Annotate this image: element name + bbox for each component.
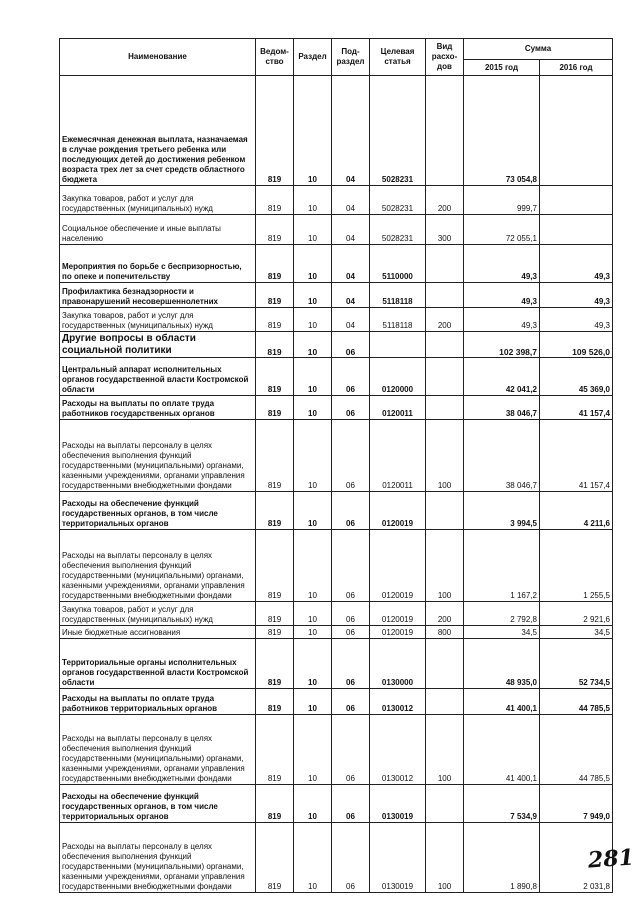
cell-subsection: 06 — [332, 715, 370, 785]
cell-subsection: 06 — [332, 823, 370, 893]
cell-subsection: 04 — [332, 215, 370, 245]
cell-2016: 2 031,8 — [540, 823, 613, 893]
cell-dept: 819 — [256, 308, 294, 332]
cell-section: 10 — [294, 492, 332, 530]
cell-2016: 41 157,4 — [540, 396, 613, 420]
cell-2015: 7 534,9 — [464, 785, 540, 823]
table-row — [60, 530, 613, 602]
cell-subsection: 04 — [332, 245, 370, 283]
cell-dept: 819 — [256, 715, 294, 785]
cell-target: 0120019 — [370, 626, 426, 639]
col-header-dept: Ведом-ство — [256, 39, 294, 76]
table-row — [60, 785, 613, 823]
col-header-2015: 2015 год — [464, 60, 540, 76]
cell-subsection: 04 — [332, 308, 370, 332]
cell-2016: 109 526,0 — [540, 332, 613, 358]
col-header-exptype: Вид расхо-дов — [426, 39, 464, 76]
cell-exptype: 300 — [426, 215, 464, 245]
cell-2016: 41 157,4 — [540, 420, 613, 492]
cell-2016: 52 734,5 — [540, 639, 613, 689]
cell-target: 0130012 — [370, 715, 426, 785]
cell-exptype — [426, 639, 464, 689]
cell-exptype: 200 — [426, 186, 464, 215]
cell-dept: 819 — [256, 76, 294, 186]
cell-dept: 819 — [256, 626, 294, 639]
cell-exptype — [426, 492, 464, 530]
cell-target — [370, 332, 426, 358]
cell-2015: 49,3 — [464, 283, 540, 308]
cell-exptype — [426, 283, 464, 308]
cell-2016: 4 211,6 — [540, 492, 613, 530]
cell-2015: 1 890,8 — [464, 823, 540, 893]
cell-exptype — [426, 689, 464, 715]
cell-exptype: 100 — [426, 715, 464, 785]
cell-dept: 819 — [256, 358, 294, 396]
table-row — [60, 332, 613, 358]
col-header-subsection: Под-раздел — [332, 39, 370, 76]
cell-subsection: 06 — [332, 639, 370, 689]
cell-target: 5110000 — [370, 245, 426, 283]
cell-subsection: 04 — [332, 186, 370, 215]
cell-2015: 48 935,0 — [464, 639, 540, 689]
cell-2015: 72 055,1 — [464, 215, 540, 245]
cell-target: 5118118 — [370, 308, 426, 332]
cell-name: Расходы на выплаты персоналу в целях обеспечения выполнения функций государственными (муниципальными) органами, казенными учреждениями, органами управления государственными внебюджетными фондами — [60, 420, 256, 492]
cell-target: 0120019 — [370, 530, 426, 602]
cell-dept: 819 — [256, 420, 294, 492]
cell-target: 5028231 — [370, 215, 426, 245]
cell-dept: 819 — [256, 245, 294, 283]
cell-exptype — [426, 396, 464, 420]
table-row — [60, 283, 613, 308]
page-number: 281 — [587, 844, 635, 874]
cell-name: Расходы на выплаты персоналу в целях обеспечения выполнения функций государственными (муниципальными) органами, казенными учреждениями, органами управления государственными внебюджетными фондами — [60, 823, 256, 893]
cell-name: Расходы на выплаты по оплате труда работников государственных органов — [60, 396, 256, 420]
cell-name: Закупка товаров, работ и услуг для государственных (муниципальных) нужд — [60, 186, 256, 215]
cell-dept: 819 — [256, 785, 294, 823]
cell-section: 10 — [294, 785, 332, 823]
cell-target: 0130019 — [370, 823, 426, 893]
cell-2016: 2 921,6 — [540, 602, 613, 626]
cell-2016: 49,3 — [540, 308, 613, 332]
cell-2016: 44 785,5 — [540, 689, 613, 715]
cell-section: 10 — [294, 186, 332, 215]
cell-exptype — [426, 785, 464, 823]
cell-exptype: 100 — [426, 530, 464, 602]
cell-name: Закупка товаров, работ и услуг для государственных (муниципальных) нужд — [60, 602, 256, 626]
cell-subsection: 06 — [332, 420, 370, 492]
cell-dept: 819 — [256, 602, 294, 626]
cell-name: Расходы на выплаты персоналу в целях обеспечения выполнения функций государственными (муниципальными) органами, казенными учреждениями, органами управления государственными внебюджетными фондами — [60, 715, 256, 785]
cell-target: 0120011 — [370, 396, 426, 420]
table-row — [60, 76, 613, 186]
cell-2016: 45 369,0 — [540, 358, 613, 396]
cell-dept: 819 — [256, 823, 294, 893]
cell-2015: 999,7 — [464, 186, 540, 215]
cell-2016 — [540, 186, 613, 215]
cell-section: 10 — [294, 245, 332, 283]
cell-name: Закупка товаров, работ и услуг для государственных (муниципальных) нужд — [60, 308, 256, 332]
cell-2015: 73 054,8 — [464, 76, 540, 186]
cell-exptype: 800 — [426, 626, 464, 639]
cell-exptype: 200 — [426, 308, 464, 332]
cell-target: 0120011 — [370, 420, 426, 492]
table-row — [60, 689, 613, 715]
cell-section: 10 — [294, 215, 332, 245]
cell-section: 10 — [294, 283, 332, 308]
cell-target: 5028231 — [370, 186, 426, 215]
table-row — [60, 602, 613, 626]
cell-subsection: 04 — [332, 283, 370, 308]
cell-target: 5118118 — [370, 283, 426, 308]
table-row — [60, 715, 613, 785]
cell-exptype — [426, 332, 464, 358]
cell-2015: 41 400,1 — [464, 689, 540, 715]
cell-2015: 41 400,1 — [464, 715, 540, 785]
cell-2016: 1 255,5 — [540, 530, 613, 602]
cell-exptype: 200 — [426, 602, 464, 626]
cell-dept: 819 — [256, 186, 294, 215]
table-row — [60, 639, 613, 689]
cell-subsection: 06 — [332, 530, 370, 602]
cell-2015: 2 792,8 — [464, 602, 540, 626]
cell-target: 5028231 — [370, 76, 426, 186]
cell-target: 0130019 — [370, 785, 426, 823]
cell-name: Расходы на выплаты персоналу в целях обеспечения выполнения функций государственными (муниципальными) органами, казенными учреждениями, органами управления государственными внебюджетными фондами — [60, 530, 256, 602]
cell-2016 — [540, 76, 613, 186]
cell-dept: 819 — [256, 492, 294, 530]
table-row — [60, 492, 613, 530]
table-row — [60, 420, 613, 492]
cell-name: Расходы на обеспечение функций государственных органов, в том числе территориальных органов — [60, 785, 256, 823]
cell-target: 0130000 — [370, 639, 426, 689]
cell-target: 0130012 — [370, 689, 426, 715]
cell-2016 — [540, 215, 613, 245]
cell-2016: 34,5 — [540, 626, 613, 639]
table-row — [60, 215, 613, 245]
col-header-2016: 2016 год — [540, 60, 613, 76]
cell-dept: 819 — [256, 530, 294, 602]
cell-exptype: 100 — [426, 823, 464, 893]
table-row — [60, 308, 613, 332]
col-header-section: Раздел — [294, 39, 332, 76]
cell-dept: 819 — [256, 215, 294, 245]
cell-subsection: 06 — [332, 626, 370, 639]
cell-section: 10 — [294, 420, 332, 492]
cell-section: 10 — [294, 308, 332, 332]
cell-section: 10 — [294, 76, 332, 186]
table-row — [60, 396, 613, 420]
cell-name: Другие вопросы в области социальной политики — [60, 332, 256, 358]
cell-target: 0120019 — [370, 602, 426, 626]
cell-2016: 44 785,5 — [540, 715, 613, 785]
cell-name: Профилактика безнадзорности и правонарушений несовершеннолетних — [60, 283, 256, 308]
cell-section: 10 — [294, 823, 332, 893]
col-header-sum: Сумма — [464, 39, 613, 60]
cell-section: 10 — [294, 530, 332, 602]
cell-subsection: 06 — [332, 602, 370, 626]
cell-exptype — [426, 245, 464, 283]
cell-name: Территориальные органы исполнительных органов государственной власти Костромской области — [60, 639, 256, 689]
cell-2016: 49,3 — [540, 283, 613, 308]
cell-subsection: 06 — [332, 396, 370, 420]
cell-subsection: 06 — [332, 492, 370, 530]
cell-2015: 49,3 — [464, 245, 540, 283]
cell-section: 10 — [294, 358, 332, 396]
cell-2015: 34,5 — [464, 626, 540, 639]
table-body — [60, 76, 613, 893]
table-row — [60, 358, 613, 396]
col-header-target: Целевая статья — [370, 39, 426, 76]
cell-exptype: 100 — [426, 420, 464, 492]
cell-section: 10 — [294, 639, 332, 689]
cell-dept: 819 — [256, 639, 294, 689]
cell-2015: 38 046,7 — [464, 420, 540, 492]
cell-2015: 1 167,2 — [464, 530, 540, 602]
cell-2015: 102 398,7 — [464, 332, 540, 358]
col-header-name: Наименование — [60, 39, 256, 76]
cell-section: 10 — [294, 715, 332, 785]
table-row — [60, 245, 613, 283]
cell-name: Мероприятия по борьбе с беспризорностью, по опеке и попечительству — [60, 245, 256, 283]
cell-name: Центральный аппарат исполнительных органов государственной власти Костромской области — [60, 358, 256, 396]
budget-table — [59, 38, 613, 893]
cell-section: 10 — [294, 396, 332, 420]
cell-subsection: 06 — [332, 332, 370, 358]
table-row — [60, 823, 613, 893]
cell-dept: 819 — [256, 283, 294, 308]
header-row — [60, 39, 613, 60]
cell-dept: 819 — [256, 689, 294, 715]
cell-target: 0120019 — [370, 492, 426, 530]
cell-subsection: 06 — [332, 785, 370, 823]
cell-exptype — [426, 358, 464, 396]
cell-name: Иные бюджетные ассигнования — [60, 626, 256, 639]
cell-2015: 3 994,5 — [464, 492, 540, 530]
cell-subsection: 04 — [332, 76, 370, 186]
cell-section: 10 — [294, 626, 332, 639]
cell-section: 10 — [294, 602, 332, 626]
cell-2015: 38 046,7 — [464, 396, 540, 420]
cell-section: 10 — [294, 689, 332, 715]
cell-subsection: 06 — [332, 358, 370, 396]
cell-subsection: 06 — [332, 689, 370, 715]
cell-name: Расходы на обеспечение функций государственных органов, в том числе территориальных органов — [60, 492, 256, 530]
cell-dept: 819 — [256, 396, 294, 420]
table-row — [60, 626, 613, 639]
cell-name: Ежемесячная денежная выплата, назначаемая в случае рождения третьего ребенка или последующих детей до достижения ребенком возраста трех лет за счет средств областного бюджета — [60, 76, 256, 186]
cell-exptype — [426, 76, 464, 186]
cell-dept: 819 — [256, 332, 294, 358]
cell-section: 10 — [294, 332, 332, 358]
cell-2016: 7 949,0 — [540, 785, 613, 823]
cell-name: Расходы на выплаты по оплате труда работников территориальных органов — [60, 689, 256, 715]
cell-name: Социальное обеспечение и иные выплаты населению — [60, 215, 256, 245]
cell-2015: 49,3 — [464, 308, 540, 332]
cell-target: 0120000 — [370, 358, 426, 396]
table-row — [60, 186, 613, 215]
cell-2015: 42 041,2 — [464, 358, 540, 396]
cell-2016: 49,3 — [540, 245, 613, 283]
